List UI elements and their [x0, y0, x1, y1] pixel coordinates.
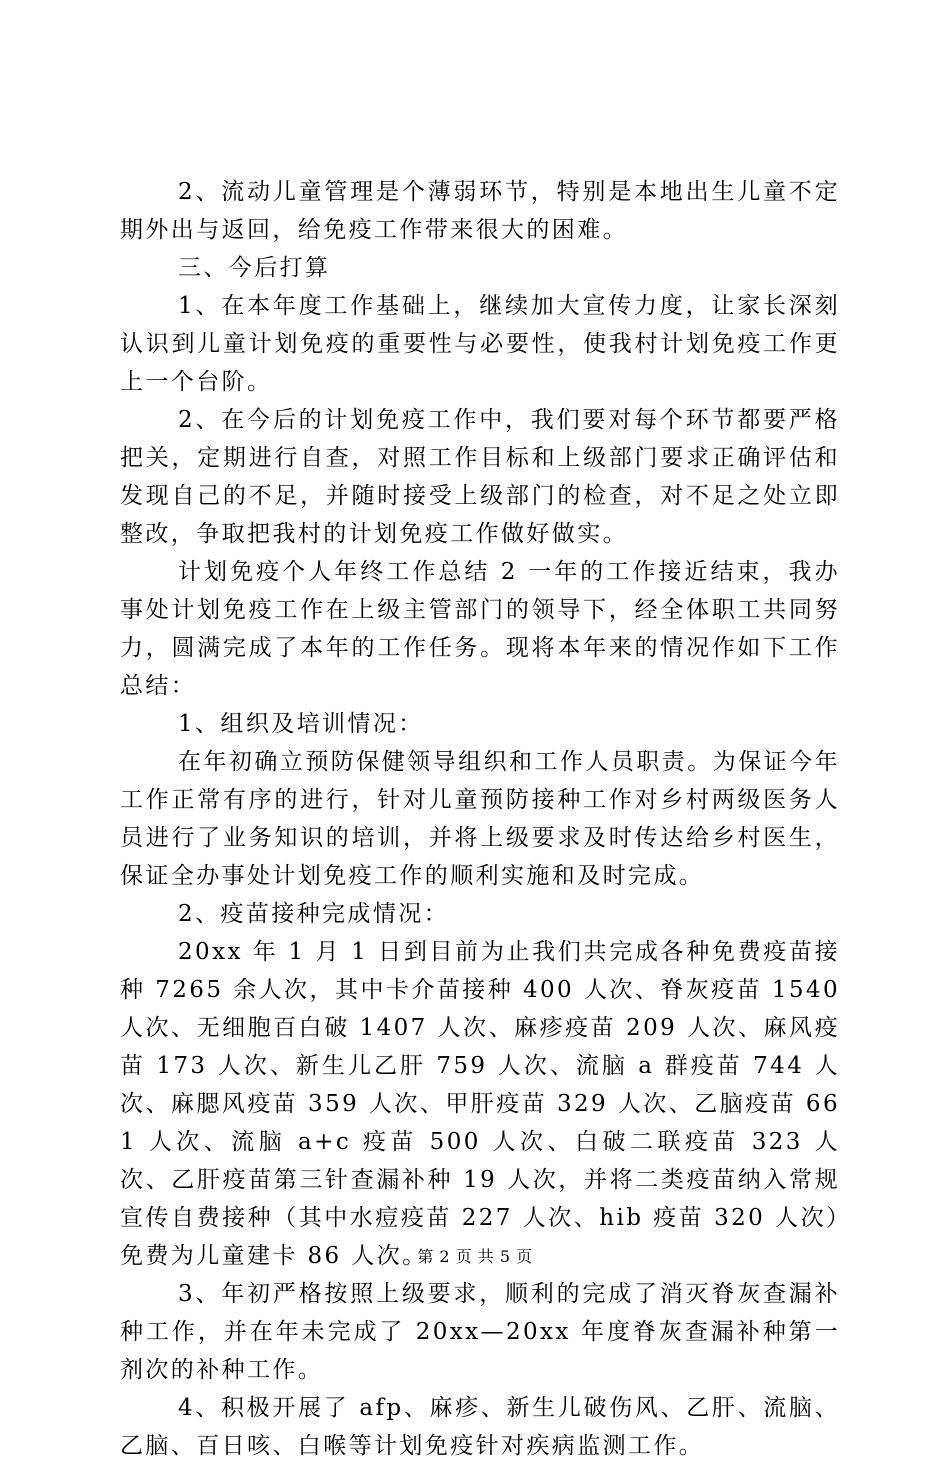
page-footer: 第 2 页 共 5 页: [417, 1247, 533, 1266]
paragraph-vaccination-status: 20xx 年 1 月 1 日到目前为止我们共完成各种免费疫苗接种 7265 余人次，其中卡介苗接种 400 人次、脊灰疫苗 1540 人次、无细胞百白破 1407 人次、麻疹疫苗 209 人次、麻风疫苗 173 人次、新生儿乙肝 759 人次、流脑 a 群疫苗 744 人次、麻腮风疫苗 359 人次、甲肝疫苗 329 人次、乙脑疫苗 661 人次、流脑 a+c 疫苗 500 人次、白破二联疫苗 323 人次、乙肝疫苗第三针查漏补种 19 人次，并将二类疫苗纳入常规宣传自费接种（其中水痘疫苗 227 人次、hib 疫苗 320 人次）免费为儿童建卡 86 人次。: [120, 939, 840, 1269]
subheading-vaccination-status: 2、疫苗接种完成情况：: [178, 901, 450, 927]
section-heading-future-plans: 三、今后打算: [178, 255, 331, 281]
paragraph-summary-2-intro: 计划免疫个人年终工作总结 2 一年的工作接近结束，我办事处计划免疫工作在上级主管部门的领导下，经全体职工共同努力，圆满完成了本年的工作任务。现将本年来的情况作如下工作总结：: [120, 559, 840, 699]
document-body: [120, 173, 840, 1465]
subheading-organization-training: 1、组织及培训情况：: [178, 711, 424, 737]
paragraph-organization-training: 在年初确立预防保健领导组织和工作人员职责。为保证今年工作正常有序的进行，针对儿童预防接种工作对乡村两级医务人员进行了业务知识的培训，并将上级要求及时传达给乡村医生，保证全办事处计划免疫工作的顺利实施和及时完成。: [120, 749, 840, 889]
paragraph-floating-children: 2、流动儿童管理是个薄弱环节，特别是本地出生儿童不定期外出与返回，给免疫工作带来很大的困难。: [120, 179, 840, 243]
paragraph-polio-catchup: 3、年初严格按照上级要求，顺利的完成了消灭脊灰查漏补种工作，并在年未完成了 20xx—20xx 年度脊灰查漏补种第一剂次的补种工作。: [120, 1281, 840, 1383]
paragraph-plan-1: 1、在本年度工作基础上，继续加大宣传力度，让家长深刻认识到儿童计划免疫的重要性与必要性，使我村计划免疫工作更上一个台阶。: [120, 293, 840, 395]
paragraph-plan-2: 2、在今后的计划免疫工作中，我们要对每个环节都要严格把关，定期进行自查，对照工作目标和上级部门要求正确评估和发现自己的不足，并随时接受上级部门的检查，对不足之处立即整改，争取把我村的计划免疫工作做好做实。: [120, 407, 840, 547]
paragraph-disease-monitoring: 4、积极开展了 afp、麻疹、新生儿破伤风、乙肝、流脑、乙脑、百日咳、白喉等计划免疫针对疾病监测工作。: [120, 1395, 840, 1459]
